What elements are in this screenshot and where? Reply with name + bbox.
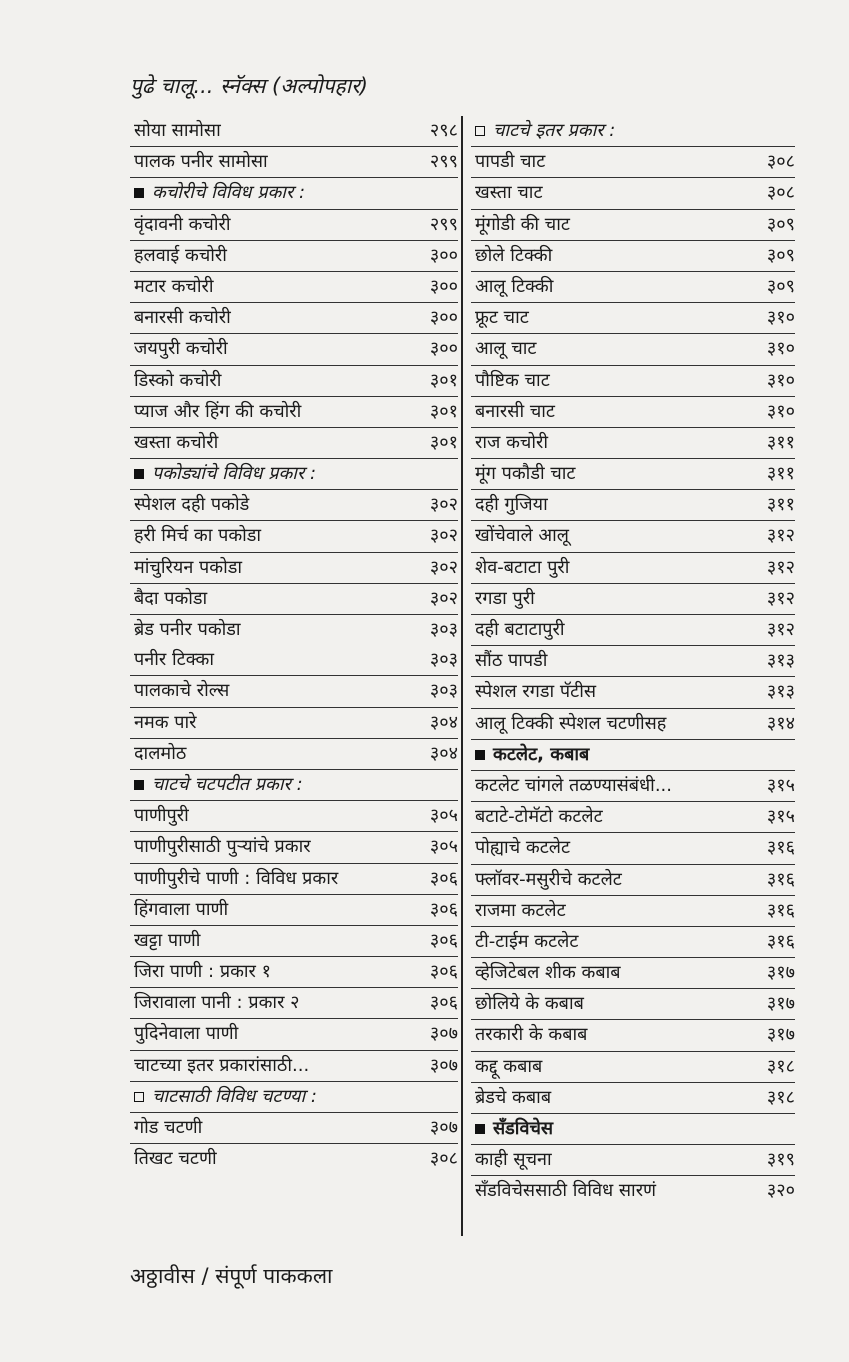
toc-entry-text: फ्रूट चाट bbox=[475, 307, 529, 329]
toc-entry-text: पौष्टिक चाट bbox=[475, 369, 550, 391]
toc-section-heading bbox=[130, 178, 458, 209]
toc-entry bbox=[130, 864, 458, 895]
toc-page-number: ३११ bbox=[766, 431, 795, 453]
toc-entry-title bbox=[134, 521, 261, 551]
toc-entry-title bbox=[475, 459, 576, 489]
toc-entry bbox=[130, 1113, 458, 1144]
toc-entry bbox=[130, 428, 458, 459]
toc-entry bbox=[471, 927, 795, 958]
solid-square-bullet-icon bbox=[134, 780, 144, 790]
toc-page-number: ३१७ bbox=[766, 962, 795, 984]
toc-entry-title bbox=[475, 521, 569, 551]
toc-page-number: ३०६ bbox=[429, 867, 458, 889]
toc-section-heading bbox=[130, 770, 458, 801]
toc-page-number: २९९ bbox=[429, 213, 458, 235]
toc-page-number: ३०३ bbox=[429, 649, 458, 671]
toc-entry-title bbox=[475, 178, 543, 208]
toc-page-number: ३११ bbox=[766, 494, 795, 516]
toc-entry bbox=[471, 1020, 795, 1051]
toc-entry-text: बनारसी कचोरी bbox=[134, 307, 231, 329]
toc-page-number: ३०६ bbox=[429, 992, 458, 1014]
toc-entry-title bbox=[134, 272, 214, 302]
toc-entry-text: कटलेट चांगले तळण्यासंबंधी... bbox=[475, 774, 672, 796]
toc-entry bbox=[130, 241, 458, 272]
toc-entry bbox=[471, 303, 795, 334]
toc-entry bbox=[471, 521, 795, 552]
toc-entry-text: शेव-बटाटा पुरी bbox=[475, 556, 570, 578]
toc-entry bbox=[471, 833, 795, 864]
toc-entry-text: बनारसी चाट bbox=[475, 400, 556, 422]
toc-entry-text: टी-टाईम कटलेट bbox=[475, 930, 579, 952]
toc-entry-text: राजमा कटलेट bbox=[475, 899, 566, 921]
toc-section-heading bbox=[471, 116, 795, 147]
toc-section-heading bbox=[471, 1114, 795, 1145]
toc-page-number: ३१२ bbox=[766, 619, 795, 640]
toc-entry-text: गोड चटणी bbox=[134, 1117, 203, 1138]
toc-entry-title bbox=[134, 864, 338, 894]
toc-entry-title bbox=[134, 428, 218, 458]
toc-entry-title bbox=[475, 584, 535, 614]
toc-entry-text: प्याज और हिंग की कचोरी bbox=[134, 400, 302, 422]
toc-entry bbox=[471, 677, 795, 708]
toc-entry-title bbox=[134, 926, 200, 956]
toc-entry-text: कचोरीचे विविध प्रकार : bbox=[152, 182, 306, 204]
toc-entry bbox=[471, 989, 795, 1020]
toc-page-number: ३०७ bbox=[429, 1117, 458, 1138]
toc-section-heading bbox=[130, 1082, 458, 1113]
toc-entry-text: राज कचोरी bbox=[475, 431, 549, 453]
toc-entry-title bbox=[134, 584, 207, 614]
toc-entry-title bbox=[475, 771, 672, 801]
toc-page-number: ३१६ bbox=[766, 837, 795, 859]
toc-entry-text: चाटचे इतर प्रकार : bbox=[493, 120, 616, 141]
toc-entry-title bbox=[134, 241, 227, 271]
toc-entry-title bbox=[134, 397, 301, 427]
toc-page-number: ३०९ bbox=[766, 244, 795, 266]
toc-entry-title bbox=[475, 927, 578, 957]
toc-entry-text: बैदा पकोडा bbox=[134, 587, 208, 609]
toc-entry-text: आलू चाट bbox=[475, 338, 537, 360]
toc-page-number: ३०६ bbox=[429, 898, 458, 920]
toc-entry bbox=[130, 708, 458, 739]
toc-entry bbox=[471, 210, 795, 241]
toc-page-number: ३०२ bbox=[429, 556, 458, 578]
toc-entry-text: कटलेट, कबाब bbox=[493, 743, 590, 765]
toc-entry bbox=[130, 210, 458, 241]
toc-entry bbox=[471, 272, 795, 303]
toc-entry-title bbox=[475, 1176, 656, 1206]
toc-page-number: ३०९ bbox=[766, 213, 795, 235]
toc-entry-title bbox=[134, 645, 214, 675]
toc-entry-text: हिंगवाला पाणी bbox=[134, 898, 229, 920]
toc-entry bbox=[471, 1083, 795, 1114]
toc-entry-title bbox=[134, 1144, 217, 1174]
toc-entry-text: हलवाई कचोरी bbox=[134, 244, 227, 266]
toc-page-number: ३०२ bbox=[429, 525, 458, 547]
toc-page-number: ३१६ bbox=[766, 899, 795, 921]
toc-page-number: ३०० bbox=[429, 338, 458, 360]
toc-entry-text: पाणीपुरी bbox=[134, 805, 189, 827]
toc-page-number: ३०५ bbox=[429, 805, 458, 827]
toc-entry bbox=[130, 1019, 458, 1050]
toc-entry-text: मटार कचोरी bbox=[134, 275, 214, 297]
toc-entry bbox=[471, 366, 795, 397]
toc-page-number: ३१५ bbox=[766, 774, 795, 796]
toc-entry-title bbox=[475, 428, 548, 458]
toc-page-number: ३१९ bbox=[766, 1149, 795, 1171]
toc-entry-title bbox=[475, 615, 565, 645]
toc-page-number: ३०४ bbox=[429, 711, 458, 733]
toc-entry-title bbox=[134, 116, 221, 146]
column-divider bbox=[461, 116, 463, 1236]
toc-entry-text: मांचुरियन पकोडा bbox=[134, 556, 243, 578]
solid-square-bullet-icon bbox=[475, 750, 485, 760]
toc-entry-text: चाटच्या इतर प्रकारांसाठी... bbox=[134, 1054, 310, 1076]
toc-entry bbox=[130, 553, 458, 584]
toc-entry bbox=[471, 241, 795, 272]
toc-entry bbox=[471, 802, 795, 833]
toc-page-number: ३०३ bbox=[429, 680, 458, 702]
toc-page-number: ३०३ bbox=[429, 619, 458, 640]
toc-entry-text: पकोड्यांचे विविध प्रकार : bbox=[152, 463, 317, 485]
toc-left-column bbox=[130, 116, 458, 1174]
toc-entry bbox=[471, 896, 795, 927]
toc-page-number: ३१० bbox=[766, 307, 795, 329]
toc-page-number: ३१६ bbox=[766, 930, 795, 952]
toc-page-number: ३०५ bbox=[429, 836, 458, 858]
toc-entry bbox=[471, 615, 795, 646]
toc-entry-title bbox=[134, 615, 241, 645]
toc-entry-text: खट्टा पाणी bbox=[134, 929, 201, 951]
toc-entry-title bbox=[475, 334, 537, 364]
toc-entry bbox=[471, 771, 795, 802]
toc-section-heading bbox=[130, 459, 458, 490]
toc-entry-text: फ्लॉवर-मसुरीचे कटलेट bbox=[475, 868, 622, 890]
toc-entry-text: पालक पनीर सामोसा bbox=[134, 151, 268, 173]
toc-entry bbox=[130, 615, 458, 645]
toc-entry-title bbox=[134, 708, 197, 738]
toc-entry-text: स्पेशल दही पकोडे bbox=[134, 494, 250, 516]
toc-entry-title bbox=[134, 178, 305, 208]
toc-page-number: ३१२ bbox=[766, 556, 795, 578]
toc-entry-text: चाटसाठी विविध चटण्या : bbox=[152, 1085, 317, 1107]
toc-entry-text: आलू टिक्की स्पेशल चटणीसह bbox=[475, 712, 667, 734]
toc-page-number: ३१६ bbox=[766, 868, 795, 890]
toc-entry-title bbox=[475, 241, 552, 271]
toc-entry-title bbox=[134, 988, 300, 1018]
toc-page-number: ३१० bbox=[766, 400, 795, 422]
toc-entry-text: खस्ता चाट bbox=[475, 182, 543, 204]
toc-entry bbox=[471, 490, 795, 521]
toc-page-number: ३०० bbox=[429, 244, 458, 266]
toc-entry-title bbox=[475, 989, 584, 1019]
toc-entry-text: पापडी चाट bbox=[475, 151, 546, 173]
toc-entry-text: काही सूचना bbox=[475, 1149, 552, 1171]
toc-entry bbox=[130, 490, 458, 521]
solid-square-bullet-icon bbox=[475, 1124, 485, 1134]
toc-entry bbox=[130, 147, 458, 178]
toc-entry-title bbox=[475, 958, 621, 988]
toc-entry-text: व्हेजिटेबल शीक कबाब bbox=[475, 962, 621, 984]
toc-entry bbox=[471, 1052, 795, 1083]
toc-entry-text: चाटचे चटपटीत प्रकार : bbox=[152, 773, 303, 795]
toc-page-number: ३१० bbox=[766, 338, 795, 360]
toc-entry-text: जिरा पाणी : प्रकार १ bbox=[134, 961, 272, 983]
toc-entry-title bbox=[134, 553, 242, 583]
toc-entry-title bbox=[475, 1052, 542, 1082]
toc-entry-text: वृंदावनी कचोरी bbox=[134, 213, 231, 235]
toc-entry-text: पुदिनेवाला पाणी bbox=[134, 1023, 239, 1045]
toc-entry-title bbox=[134, 1082, 317, 1112]
toc-entry bbox=[130, 1051, 458, 1082]
toc-section-heading bbox=[471, 740, 795, 771]
toc-page-number: ३१७ bbox=[766, 1024, 795, 1046]
toc-entry-text: दालमोठ bbox=[134, 742, 187, 764]
toc-entry bbox=[130, 739, 458, 770]
toc-page-number: ३०८ bbox=[766, 151, 795, 173]
toc-entry-title bbox=[134, 1019, 238, 1049]
toc-entry-title bbox=[475, 303, 529, 333]
toc-page-number: ३१२ bbox=[766, 525, 795, 547]
toc-entry bbox=[130, 676, 458, 707]
toc-page-number: ३०९ bbox=[766, 275, 795, 297]
toc-page-number: ३१३ bbox=[766, 650, 795, 672]
toc-entry-title bbox=[134, 832, 311, 862]
page-heading: पुढे चालू... स्नॅक्स (अल्पोपहार) bbox=[130, 74, 368, 98]
toc-entry-text: रगडा पुरी bbox=[475, 587, 535, 609]
toc-entry-text: बटाटे-टोमॅटो कटलेट bbox=[475, 806, 603, 828]
toc-page-number: ३०० bbox=[429, 307, 458, 329]
solid-square-bullet-icon bbox=[134, 188, 144, 198]
toc-entry bbox=[130, 832, 458, 863]
toc-page-number: २९९ bbox=[429, 151, 458, 173]
toc-entry-title bbox=[475, 553, 569, 583]
toc-entry-title bbox=[134, 801, 189, 831]
toc-page-number: ३०७ bbox=[429, 1054, 458, 1076]
toc-entry bbox=[471, 178, 795, 209]
toc-entry-text: कद्दू कबाब bbox=[475, 1055, 543, 1077]
toc-entry-text: आलू टिक्की bbox=[475, 275, 554, 297]
toc-page-number: ३१३ bbox=[766, 681, 795, 703]
toc-page-number: ३०१ bbox=[429, 369, 458, 391]
toc-entry-title bbox=[475, 740, 589, 770]
toc-page-number: ३१० bbox=[766, 369, 795, 391]
toc-page-number: ३०१ bbox=[429, 400, 458, 422]
toc-page-number: ३१४ bbox=[766, 712, 795, 734]
toc-page-number: २९८ bbox=[429, 120, 458, 141]
toc-page-number: ३०८ bbox=[429, 1148, 458, 1170]
toc-entry bbox=[130, 272, 458, 303]
toc-entry bbox=[471, 865, 795, 896]
toc-entry-text: छोलिये के कबाब bbox=[475, 993, 584, 1015]
toc-entry bbox=[471, 584, 795, 615]
toc-page-number: ३०६ bbox=[429, 929, 458, 951]
toc-entry-text: ब्रेडचे कबाब bbox=[475, 1086, 552, 1108]
toc-right-column bbox=[471, 116, 795, 1207]
toc-entry-text: तिखट चटणी bbox=[134, 1148, 217, 1170]
toc-entry-text: जिरावाला पानी : प्रकार २ bbox=[134, 992, 300, 1014]
toc-entry-title bbox=[475, 147, 545, 177]
toc-entry-text: स्पेशल रगडा पॅटीस bbox=[475, 681, 597, 703]
toc-page-number: ३०८ bbox=[766, 182, 795, 204]
toc-entry-title bbox=[134, 1051, 309, 1081]
toc-entry-title bbox=[134, 459, 316, 489]
toc-entry-text: खस्ता कचोरी bbox=[134, 431, 219, 453]
toc-entry-title bbox=[475, 272, 553, 302]
toc-page-number: ३०७ bbox=[429, 1023, 458, 1045]
toc-page-number: ३२० bbox=[766, 1180, 795, 1202]
toc-entry-text: छोले टिक्की bbox=[475, 244, 553, 266]
toc-entry bbox=[471, 397, 795, 428]
toc-entry-title bbox=[475, 210, 570, 240]
toc-entry-text: मूंग पकौडी चाट bbox=[475, 463, 576, 485]
toc-entry bbox=[130, 584, 458, 615]
toc-entry bbox=[471, 459, 795, 490]
toc-entry-title bbox=[475, 116, 615, 146]
toc-entry-text: खोंचेवाले आलू bbox=[475, 525, 570, 547]
toc-entry-text: सौंठ पापडी bbox=[475, 650, 548, 672]
toc-entry-text: पाणीपुरीसाठी पुऱ्यांचे प्रकार bbox=[134, 836, 311, 858]
toc-entry-title bbox=[134, 676, 229, 706]
hollow-square-bullet-icon bbox=[134, 1092, 144, 1102]
toc-entry bbox=[130, 988, 458, 1019]
toc-entry-title bbox=[134, 895, 228, 925]
hollow-square-bullet-icon bbox=[475, 126, 485, 136]
toc-page-number: ३०२ bbox=[429, 587, 458, 609]
solid-square-bullet-icon bbox=[134, 469, 144, 479]
toc-entry-title bbox=[475, 1114, 553, 1144]
toc-entry bbox=[471, 147, 795, 178]
toc-entry-title bbox=[475, 1020, 587, 1050]
toc-entry-text: ब्रेड पनीर पकोडा bbox=[134, 619, 241, 640]
toc-page-number: ३०६ bbox=[429, 961, 458, 983]
toc-entry-title bbox=[475, 646, 547, 676]
toc-entry-text: दही बटाटापुरी bbox=[475, 619, 565, 640]
toc-entry-title bbox=[134, 957, 271, 987]
toc-entry-title bbox=[475, 677, 596, 707]
toc-entry-title bbox=[475, 833, 570, 863]
toc-entry-title bbox=[134, 770, 303, 800]
toc-page-number: ३०१ bbox=[429, 431, 458, 453]
toc-entry-title bbox=[475, 397, 555, 427]
toc-entry bbox=[471, 958, 795, 989]
toc-page-number: ३०० bbox=[429, 275, 458, 297]
toc-entry-title bbox=[475, 366, 550, 396]
toc-entry bbox=[471, 334, 795, 365]
toc-entry-text: पोह्याचे कटलेट bbox=[475, 837, 571, 859]
toc-entry bbox=[471, 553, 795, 584]
toc-entry-text: पालकाचे रोल्स bbox=[134, 680, 230, 702]
toc-page-number: ३०२ bbox=[429, 494, 458, 516]
toc-entry-text: सँडविचेससाठी विविध सारणं bbox=[475, 1180, 657, 1202]
toc-entry-title bbox=[475, 896, 566, 926]
toc-entry-text: तरकारी के कबाब bbox=[475, 1024, 588, 1046]
toc-entry-text: पाणीपुरीचे पाणी : विविध प्रकार bbox=[134, 867, 339, 889]
toc-entry-title bbox=[134, 490, 249, 520]
toc-entry-title bbox=[475, 709, 666, 739]
toc-entry bbox=[130, 895, 458, 926]
toc-entry-text: मूंगोडी की चाट bbox=[475, 213, 570, 235]
toc-entry bbox=[471, 1145, 795, 1176]
toc-entry-title bbox=[134, 210, 231, 240]
toc-entry bbox=[130, 801, 458, 832]
toc-page-number: ३१५ bbox=[766, 806, 795, 828]
toc-entry-text: डिस्को कचोरी bbox=[134, 369, 222, 391]
toc-entry bbox=[471, 646, 795, 677]
toc-entry-text: सोया सामोसा bbox=[134, 120, 221, 141]
toc-page-number: ३१८ bbox=[766, 1055, 795, 1077]
toc-entry bbox=[130, 303, 458, 334]
toc-entry-text: पनीर टिक्का bbox=[134, 649, 214, 671]
toc-entry-text: सँडविचेस bbox=[493, 1118, 554, 1139]
toc-entry-title bbox=[134, 303, 231, 333]
toc-entry-text: जयपुरी कचोरी bbox=[134, 338, 228, 360]
toc-entry-text: हरी मिर्च का पकोडा bbox=[134, 525, 262, 547]
toc-entry bbox=[130, 957, 458, 988]
toc-page-number: ३१२ bbox=[766, 587, 795, 609]
toc-page-number: ३१८ bbox=[766, 1086, 795, 1108]
toc-entry bbox=[130, 397, 458, 428]
toc-entry-text: नमक पारे bbox=[134, 711, 197, 733]
toc-entry-title bbox=[475, 802, 603, 832]
toc-entry bbox=[130, 1144, 458, 1174]
toc-page-number: ३०४ bbox=[429, 742, 458, 764]
toc-entry-title bbox=[134, 739, 186, 769]
toc-entry-title bbox=[475, 490, 548, 520]
toc-entry-title bbox=[134, 1113, 202, 1143]
toc-entry-title bbox=[134, 366, 221, 396]
toc-entry bbox=[130, 521, 458, 552]
toc-page-number: ३११ bbox=[766, 463, 795, 485]
toc-entry-text: दही गुजिया bbox=[475, 494, 548, 516]
toc-entry bbox=[471, 709, 795, 740]
toc-entry-title bbox=[134, 334, 228, 364]
toc-entry-title bbox=[134, 147, 268, 177]
toc-entry bbox=[130, 366, 458, 397]
toc-entry-title bbox=[475, 865, 622, 895]
toc-entry-title bbox=[475, 1145, 552, 1175]
toc-entry bbox=[471, 428, 795, 459]
toc-entry bbox=[130, 334, 458, 365]
toc-entry bbox=[130, 645, 458, 676]
toc-entry bbox=[130, 926, 458, 957]
toc-entry-title bbox=[475, 1083, 551, 1113]
toc-entry bbox=[471, 1176, 795, 1206]
toc-page-number: ३१७ bbox=[766, 993, 795, 1015]
page-footer: अठ्ठावीस / संपूर्ण पाककला bbox=[130, 1264, 333, 1288]
toc-entry bbox=[130, 116, 458, 147]
